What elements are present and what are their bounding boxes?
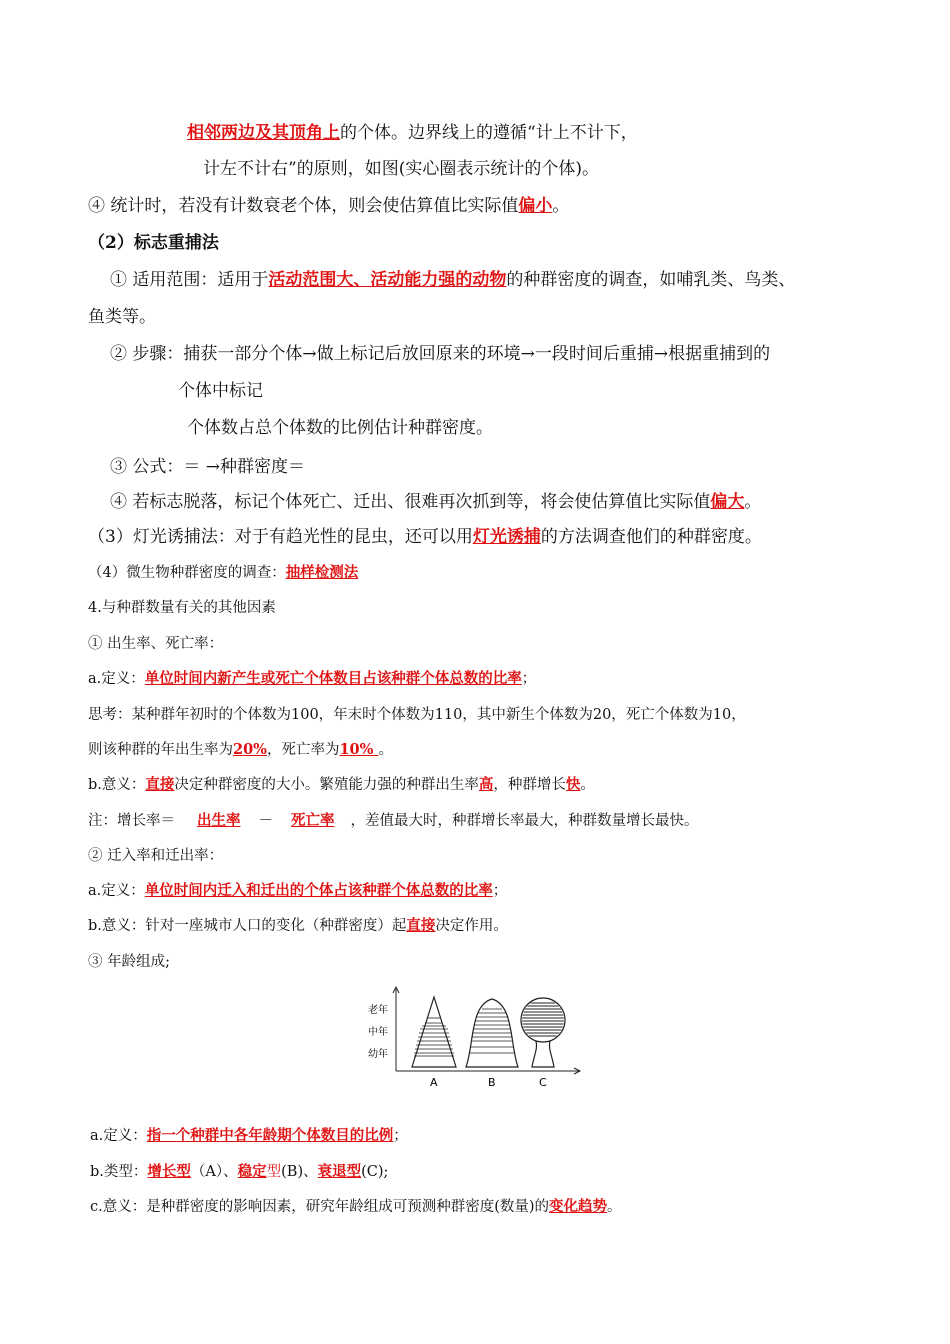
key-term: 活动范围大、活动能力强的动物 [268,270,507,290]
key-term: 增长型 [147,1163,191,1180]
key-term: 稳定 [237,1163,267,1180]
text: ，种群增长 [493,777,566,793]
key-term: 偏小 [518,196,553,216]
x-label-a: A [430,1076,438,1089]
text: ④ 统计时，若没有计数衰老个体，则会使估算值比实际值 [88,196,519,216]
paragraph-scope [110,265,795,290]
text: 。 [580,777,595,793]
key-term-suffix: 型 [266,1164,282,1180]
paragraph-age-types [90,1160,388,1181]
paragraph-exercise: 思考：某种群年初时的个体数为100，年末时个体数为110，其中新生个体数为20，死亡个体数为10， [88,707,746,723]
subheading-migration: ② 迁入率和迁出率： [88,848,224,864]
paragraph-exercise-answer [88,738,393,759]
age-structure-figure [362,985,587,1095]
text: b.意义： [88,777,146,793]
text: b.意义：针对一座城市人口的变化（种群密度）起 [88,918,407,934]
paragraph-growth-rate [88,809,699,830]
y-label-old: 老年 [368,1005,388,1016]
text: a.定义： [88,671,145,687]
text: (C); [361,1164,389,1180]
urn-c [520,998,566,1067]
pyramid-b [466,999,518,1067]
text: （3）灯光诱捕法：对于有趋光性的昆虫，还可以用 [88,527,473,547]
key-term: 抽样检测法 [285,564,359,581]
key-term: 衰退型 [317,1163,362,1180]
text: 。 [607,1199,622,1215]
text: ； [492,883,508,899]
paragraph-age-meaning [90,1195,622,1216]
key-term: 直接 [406,917,436,934]
text: 则该种群的年出生率为 [88,742,233,758]
text: 。 [744,492,762,512]
text: － [258,813,273,829]
paragraph-age-definition [90,1124,408,1145]
key-term: 死亡率 [291,812,335,829]
text: ，死亡率为 [266,742,340,758]
text: 的种群密度的调查，如哺乳类、鸟类、 [506,270,796,290]
y-label-young: 幼年 [368,1049,388,1060]
key-term: 直接 [145,776,175,793]
key-term: 快 [565,776,581,793]
key-term: 相邻两边及其顶角上 [187,123,340,143]
text: （A）、 [190,1164,238,1180]
x-label-b: B [488,1076,496,1089]
text: 的方法调查他们的种群密度。 [540,527,762,547]
paragraph-formula: ③ 公式：＝ →种群密度＝ [110,457,306,477]
text: a.定义： [90,1128,147,1144]
text: ； [393,1128,408,1144]
paragraph-scope-cont: 鱼类等。 [88,307,156,327]
text: 注：增长率＝ [88,813,175,829]
section-heading-other-factors: 4.与种群数量有关的其他因素 [88,600,276,616]
key-term: 灯光诱捕 [472,527,541,547]
text: 。 [552,196,570,216]
subheading-birth-death: ① 出生率、死亡率： [88,636,224,652]
paragraph-senescent-note [88,191,569,216]
section-heading-mark-recapture: （2）标志重捕法 [88,233,219,253]
paragraph-counting-rule-2: 计左不计右”的原则，如图(实心圈表示统计的个体)。 [203,159,599,179]
pyramid-a [412,997,456,1067]
paragraph-steps-cont-1: 个体中标记 [178,381,263,401]
text: ； [521,671,537,687]
text: 决定作用。 [435,918,508,934]
paragraph-birth-meaning [88,773,595,794]
paragraph-birth-definition [88,667,536,688]
paragraph-counting-rule-1 [187,118,638,143]
paragraph-light-trap [88,522,762,547]
key-term: 20% [233,741,267,758]
text: a.定义： [88,883,145,899]
key-term: 偏大 [710,492,745,512]
key-term: 单位时间内迁入和迁出的个体占该种群个体总数的比率 [144,882,493,899]
paragraph-migration-meaning [88,914,508,935]
x-label-c: C [539,1076,547,1089]
key-term: 指一个种群中各年龄期个体数目的比例 [146,1127,394,1144]
key-term: 单位时间内新产生或死亡个体数目占该种群个体总数的比率 [144,670,522,687]
subheading-age-structure: ③ 年龄组成; [88,954,170,970]
text: 决定种群密度的大小。繁殖能力强的种群出生率 [174,777,479,793]
paragraph-migration-definition [88,879,507,900]
key-term: 10% [339,741,379,758]
paragraph-mark-loss [110,487,761,512]
text: b.类型： [90,1164,148,1180]
key-term: 高 [478,776,494,793]
key-term: 出生率 [197,812,241,829]
text: 的个体。边界线上的遵循“计上不计下， [340,123,638,143]
paragraph-steps: ② 步骤：捕获一部分个体→做上标记后放回原来的环境→一段时间后重捕→根据重捕到的 [110,344,771,364]
text: ① 适用范围：适用于 [110,270,269,290]
y-label-middle: 中年 [368,1027,388,1038]
text: (B)、 [281,1164,318,1180]
text: c.意义：是种群密度的影响因素，研究年龄组成可预测种群密度(数量)的 [90,1199,550,1215]
text: （4）微生物种群密度的调查： [88,565,286,581]
key-term: 变化趋势 [549,1198,608,1215]
text: 。 [378,742,393,758]
paragraph-steps-cont-2: 个体数占总个体数的比例估计种群密度。 [187,418,493,438]
paragraph-microbe [88,561,358,582]
text: ，差值最大时，种群增长率最大，种群数量增长最快。 [350,813,699,829]
text: ④ 若标志脱落，标记个体死亡、迁出、很难再次抓到等，将会使估算值比实际值 [110,492,711,512]
